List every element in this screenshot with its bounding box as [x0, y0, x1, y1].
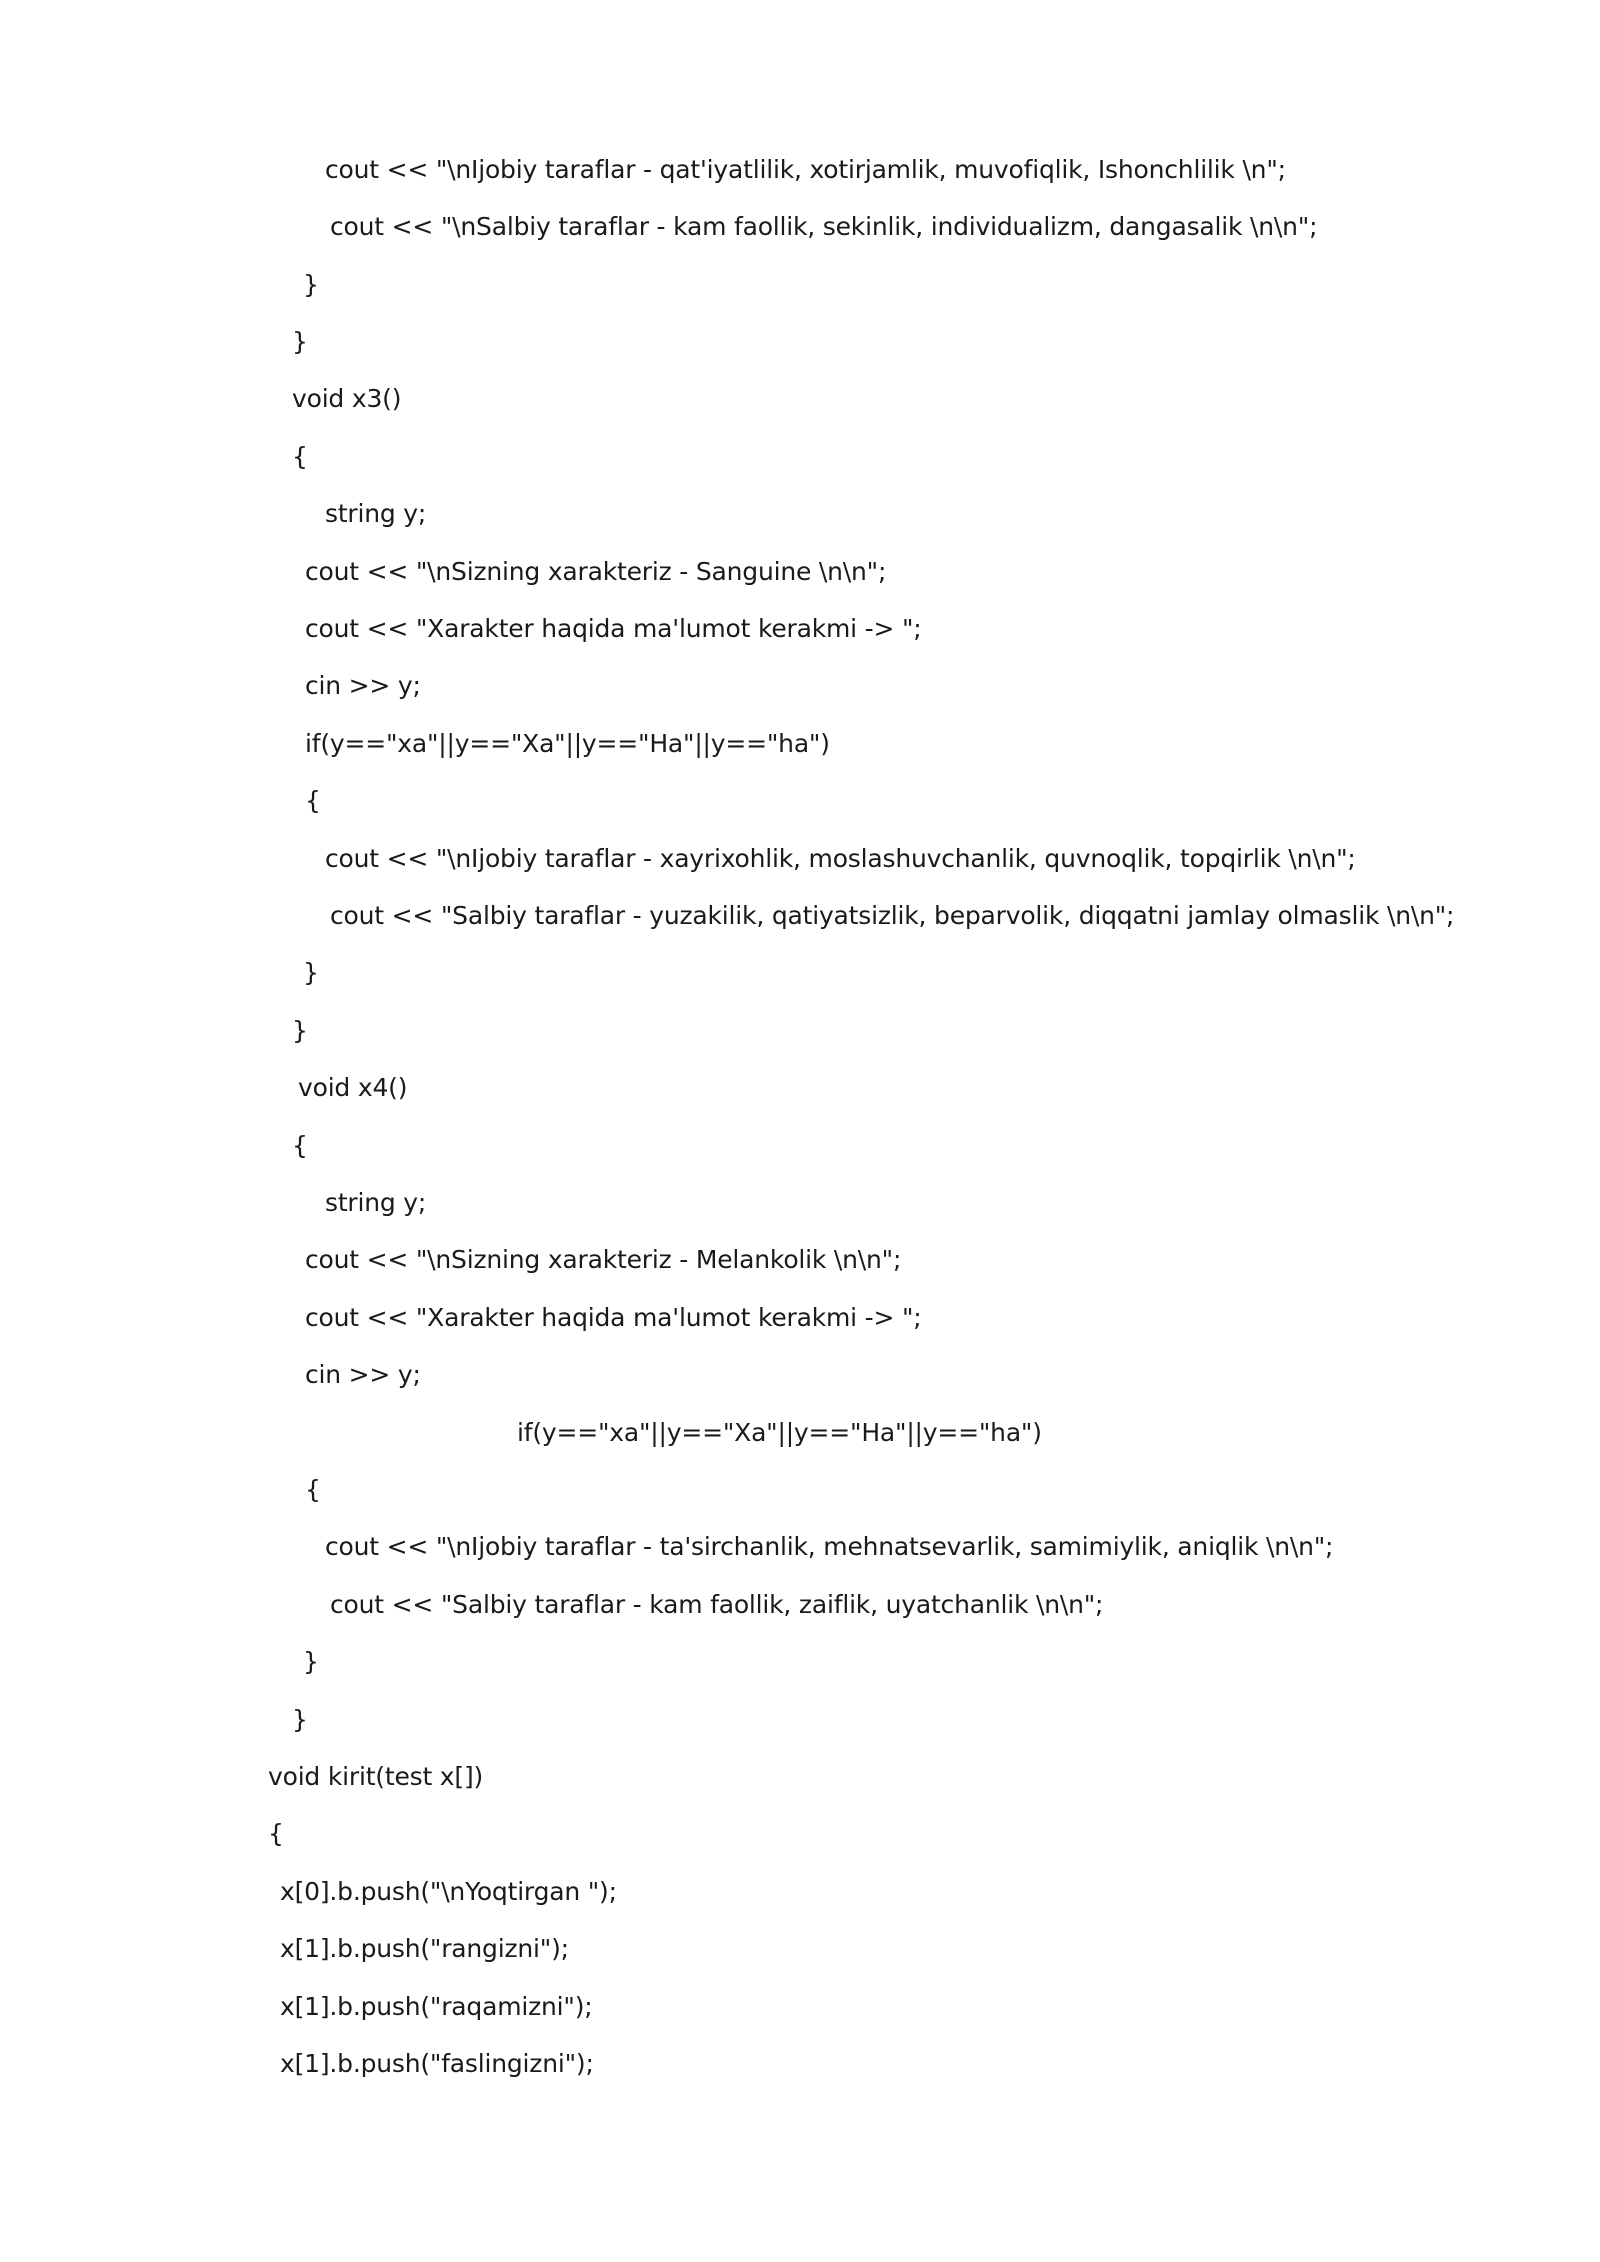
- code-line-29: void kirit(test x[]): [268, 1762, 484, 1791]
- code-line-27: }: [303, 1647, 319, 1676]
- code-line-13: cout << "\nIjobiy taraflar - xayrixohlik, moslashuvchanlik, quvnoqlik, topqirlik \n\n";: [325, 844, 1356, 873]
- code-line-30: {: [268, 1819, 284, 1848]
- code-line-20: cout << "\nSizning xarakteriz - Melankolik \n\n";: [305, 1245, 902, 1274]
- code-line-19: string y;: [325, 1188, 427, 1217]
- code-line-7: string y;: [325, 499, 427, 528]
- code-line-2: cout << "\nSalbiy taraflar - kam faollik, sekinlik, individualizm, dangasalik \n\n";: [330, 212, 1318, 241]
- code-line-4: }: [292, 327, 308, 356]
- code-line-3: }: [303, 270, 319, 299]
- code-line-1: cout << "\nIjobiy taraflar - qat'iyatlilik, xotirjamlik, muvofiqlik, Ishonchlilik \n";: [325, 155, 1286, 184]
- code-line-24: {: [305, 1475, 321, 1504]
- code-line-9: cout << "Xarakter haqida ma'lumot kerakmi -> ";: [305, 614, 922, 643]
- code-line-16: }: [292, 1016, 308, 1045]
- code-line-14: cout << "Salbiy taraflar - yuzakilik, qatiyatsizlik, beparvolik, diqqatni jamlay olmaslik \n\n";: [330, 901, 1455, 930]
- code-line-10: cin >> y;: [305, 671, 421, 700]
- code-line-5: void x3(): [292, 384, 402, 413]
- code-line-25: cout << "\nIjobiy taraflar - ta'sirchanlik, mehnatsevarlik, samimiylik, aniqlik \n\n";: [325, 1532, 1334, 1561]
- code-line-34: x[1].b.push("faslingizni");: [280, 2049, 594, 2078]
- code-line-11: if(y=="xa"||y=="Xa"||y=="Ha"||y=="ha"): [305, 729, 830, 758]
- code-line-28: }: [292, 1705, 308, 1734]
- code-line-31: x[0].b.push("\nYoqtirgan ");: [280, 1877, 617, 1906]
- code-line-6: {: [292, 442, 308, 471]
- code-line-12: {: [305, 786, 321, 815]
- code-line-18: {: [292, 1131, 308, 1160]
- code-line-8: cout << "\nSizning xarakteriz - Sanguine \n\n";: [305, 557, 887, 586]
- code-line-26: cout << "Salbiy taraflar - kam faollik, zaiflik, uyatchanlik \n\n";: [330, 1590, 1104, 1619]
- code-line-15: }: [303, 958, 319, 987]
- code-line-22: cin >> y;: [305, 1360, 421, 1389]
- code-line-17: void x4(): [298, 1073, 408, 1102]
- code-line-33: x[1].b.push("raqamizni");: [280, 1992, 593, 2021]
- code-line-21: cout << "Xarakter haqida ma'lumot kerakmi -> ";: [305, 1303, 922, 1332]
- code-line-23: if(y=="xa"||y=="Xa"||y=="Ha"||y=="ha"): [517, 1418, 1042, 1447]
- code-line-32: x[1].b.push("rangizni");: [280, 1934, 569, 1963]
